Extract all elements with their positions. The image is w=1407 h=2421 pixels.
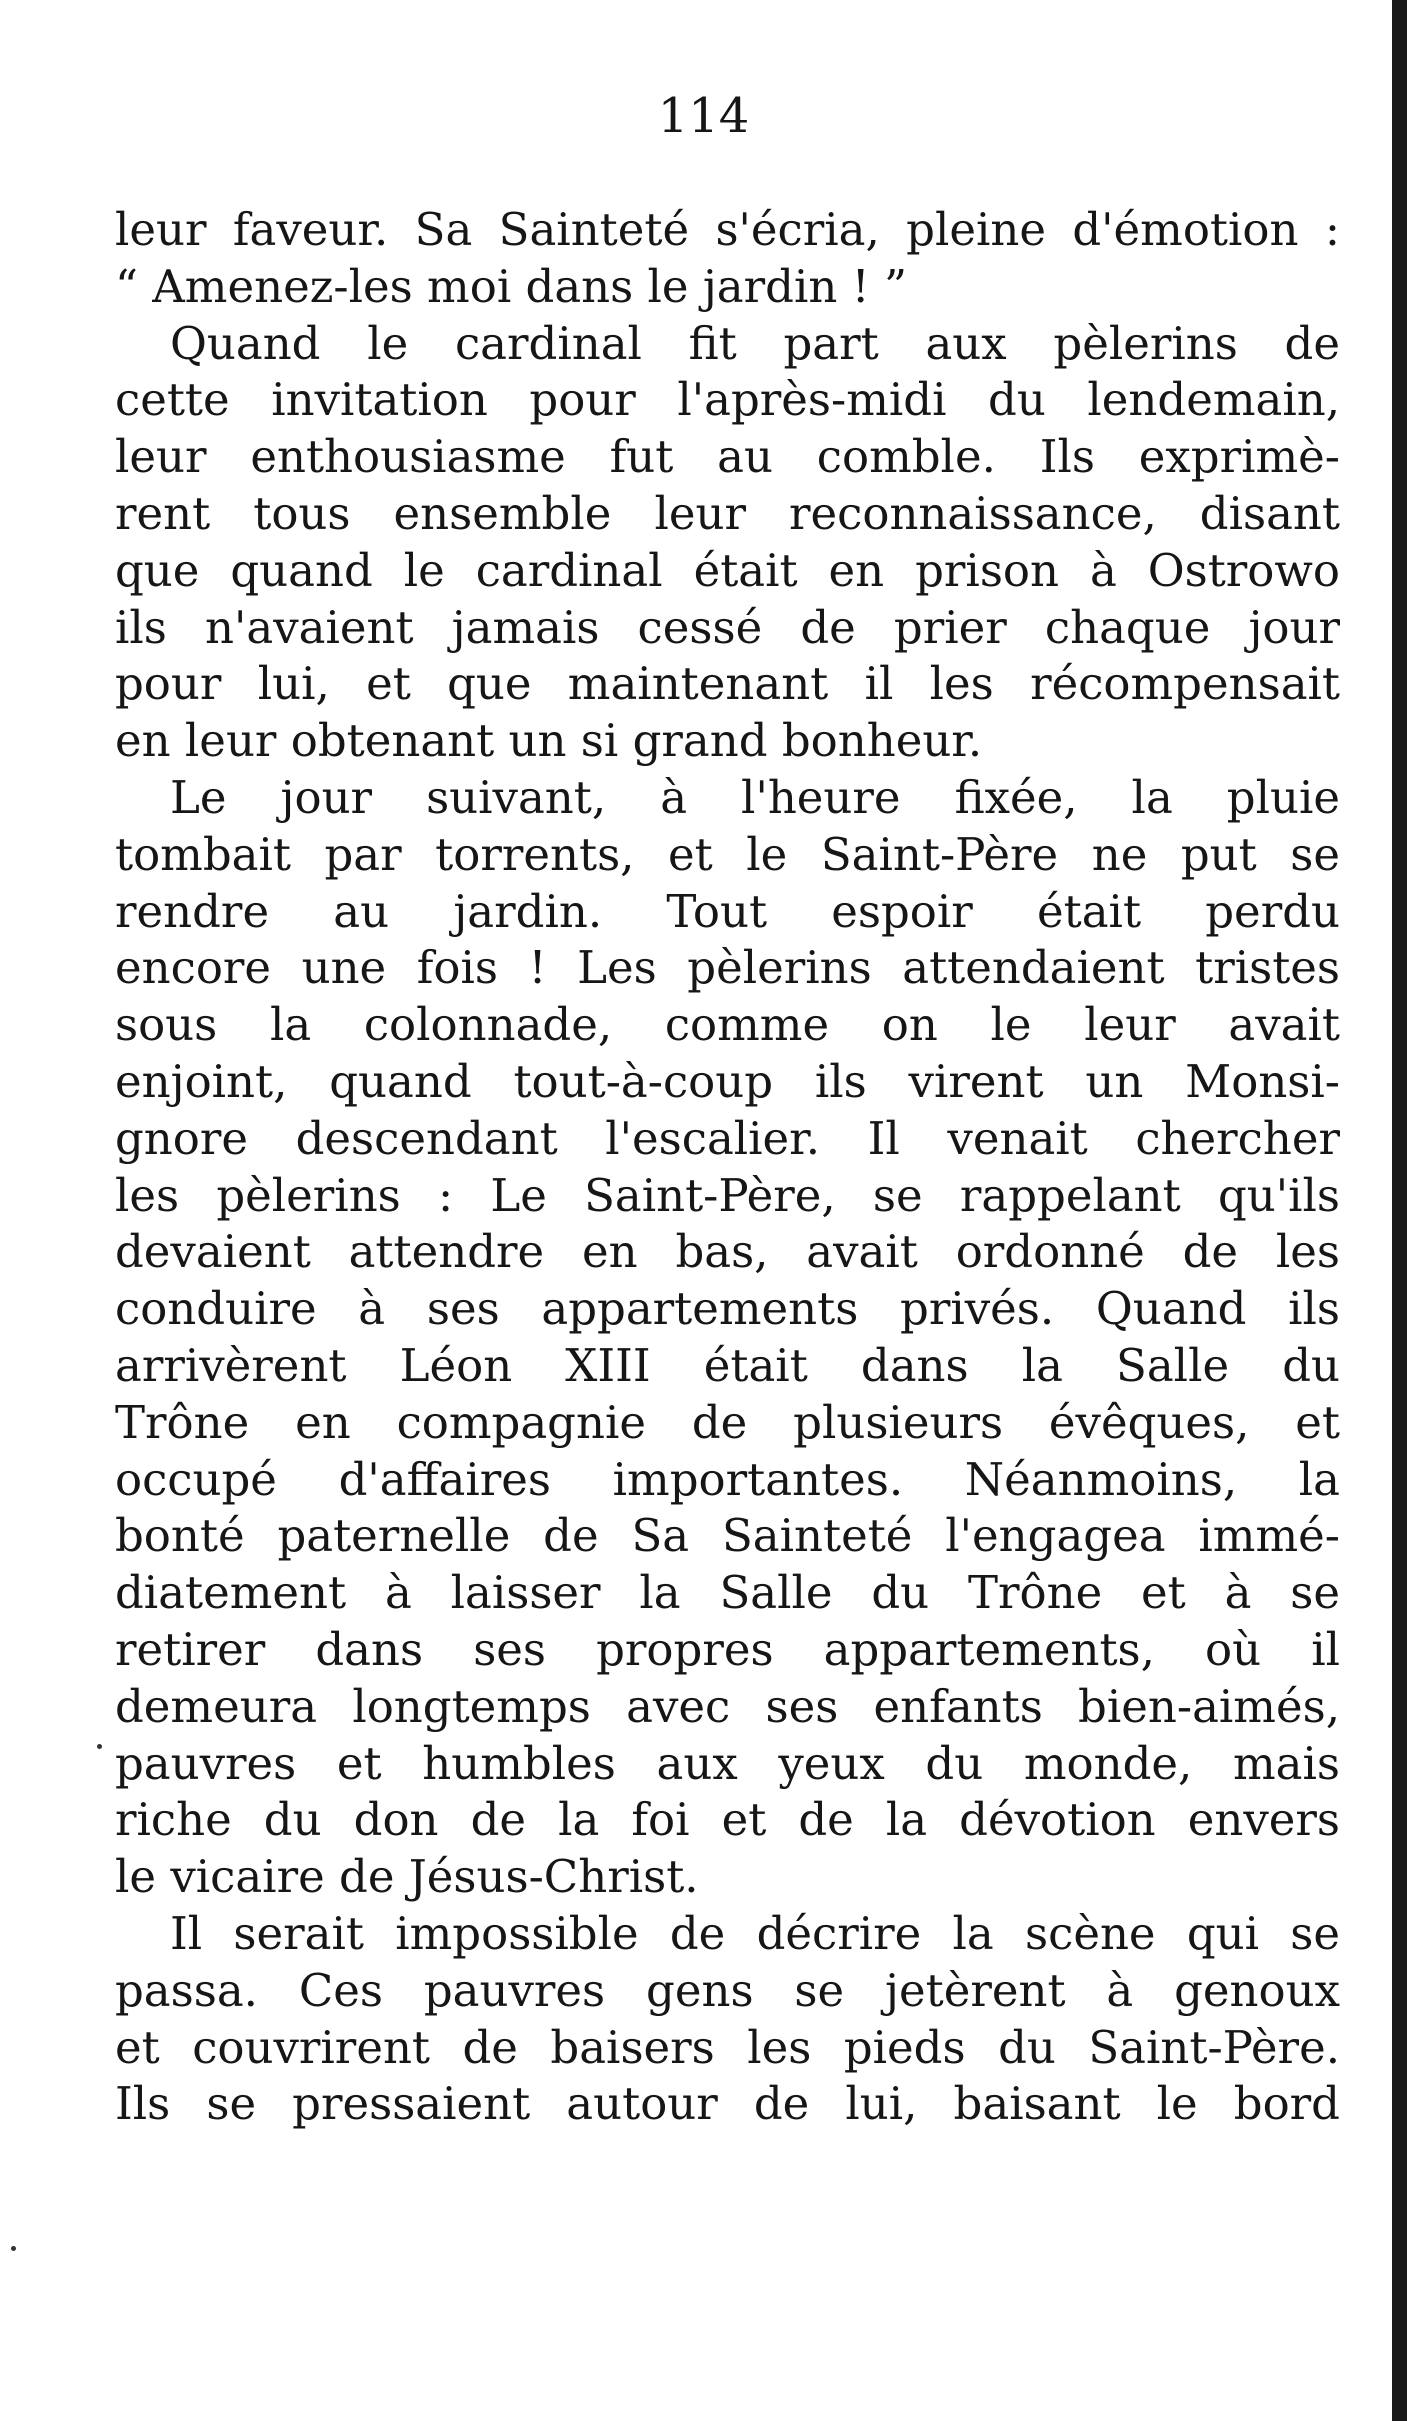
- text-line: Quand le cardinal fit part aux pèlerins de: [170, 316, 1340, 370]
- text-line: devaient attendre en bas, avait ordonné de les: [115, 1225, 1340, 1279]
- text-line: et couvrirent de baisers les pieds du Saint-Père.: [115, 2020, 1340, 2074]
- text-line: diatement à laisser la Salle du Trône et à se: [115, 1566, 1340, 1620]
- text-line: occupé d'affaires importantes. Néanmoins, la: [115, 1452, 1340, 1506]
- scan-speck: [11, 2246, 16, 2251]
- text-line: leur enthousiasme fut au comble. Ils exprimè-: [115, 430, 1340, 484]
- page-number: 114: [657, 88, 750, 144]
- text-line: le vicaire de Jésus-Christ.: [115, 1850, 699, 1904]
- text-line: bonté paternelle de Sa Sainteté l'engagea immé-: [115, 1509, 1340, 1563]
- text-line: pour lui, et que maintenant il les récompensait: [115, 657, 1340, 711]
- text-line: pauvres et humbles aux yeux du monde, mais: [115, 1736, 1340, 1790]
- text-line: encore une fois ! Les pèlerins attendaient tristes: [115, 941, 1340, 995]
- text-line: enjoint, quand tout-à-coup ils virent un Monsi-: [115, 1054, 1340, 1108]
- text-line: retirer dans ses propres appartements, où il: [115, 1622, 1340, 1676]
- text-line: Trône en compagnie de plusieurs évêques, et: [115, 1395, 1340, 1449]
- text-line: “ Amenez-les moi dans le jardin ! ”: [115, 259, 908, 313]
- text-line: sous la colonnade, comme on le leur avait: [115, 998, 1340, 1052]
- body-text: [115, 202, 1340, 2133]
- page-edge-shadow: [1392, 0, 1407, 2421]
- text-line: conduire à ses appartements privés. Quand ils: [115, 1282, 1340, 1336]
- text-line: cette invitation pour l'après-midi du lendemain,: [115, 373, 1340, 427]
- text-line: en leur obtenant un si grand bonheur.: [115, 714, 983, 768]
- text-line: arrivèrent Léon XIII était dans la Salle du: [115, 1338, 1340, 1392]
- text-line: les pèlerins : Le Saint-Père, se rappelant qu'ils: [115, 1168, 1340, 1222]
- text-line: tombait par torrents, et le Saint-Père ne put se: [115, 827, 1340, 881]
- text-line: Le jour suivant, à l'heure fixée, la pluie: [170, 770, 1340, 824]
- text-line: leur faveur. Sa Sainteté s'écria, pleine d'émotion :: [115, 203, 1340, 256]
- text-line: rendre au jardin. Tout espoir était perdu: [115, 884, 1340, 938]
- text-line: Il serait impossible de décrire la scène qui se: [170, 1906, 1340, 1960]
- text-line: gnore descendant l'escalier. Il venait chercher: [115, 1111, 1340, 1165]
- text-line: que quand le cardinal était en prison à Ostrowo: [115, 543, 1340, 597]
- scan-speck: [97, 1744, 102, 1749]
- text-line: Ils se pressaient autour de lui, baisant le bord: [115, 2077, 1340, 2131]
- text-line: ils n'avaient jamais cessé de prier chaque jour: [115, 600, 1340, 654]
- text-line: passa. Ces pauvres gens se jetèrent à genoux: [115, 1963, 1340, 2017]
- text-line: demeura longtemps avec ses enfants bien-aimés,: [115, 1679, 1340, 1733]
- text-line: rent tous ensemble leur reconnaissance, disant: [115, 486, 1340, 540]
- text-line: riche du don de la foi et de la dévotion envers: [115, 1793, 1340, 1847]
